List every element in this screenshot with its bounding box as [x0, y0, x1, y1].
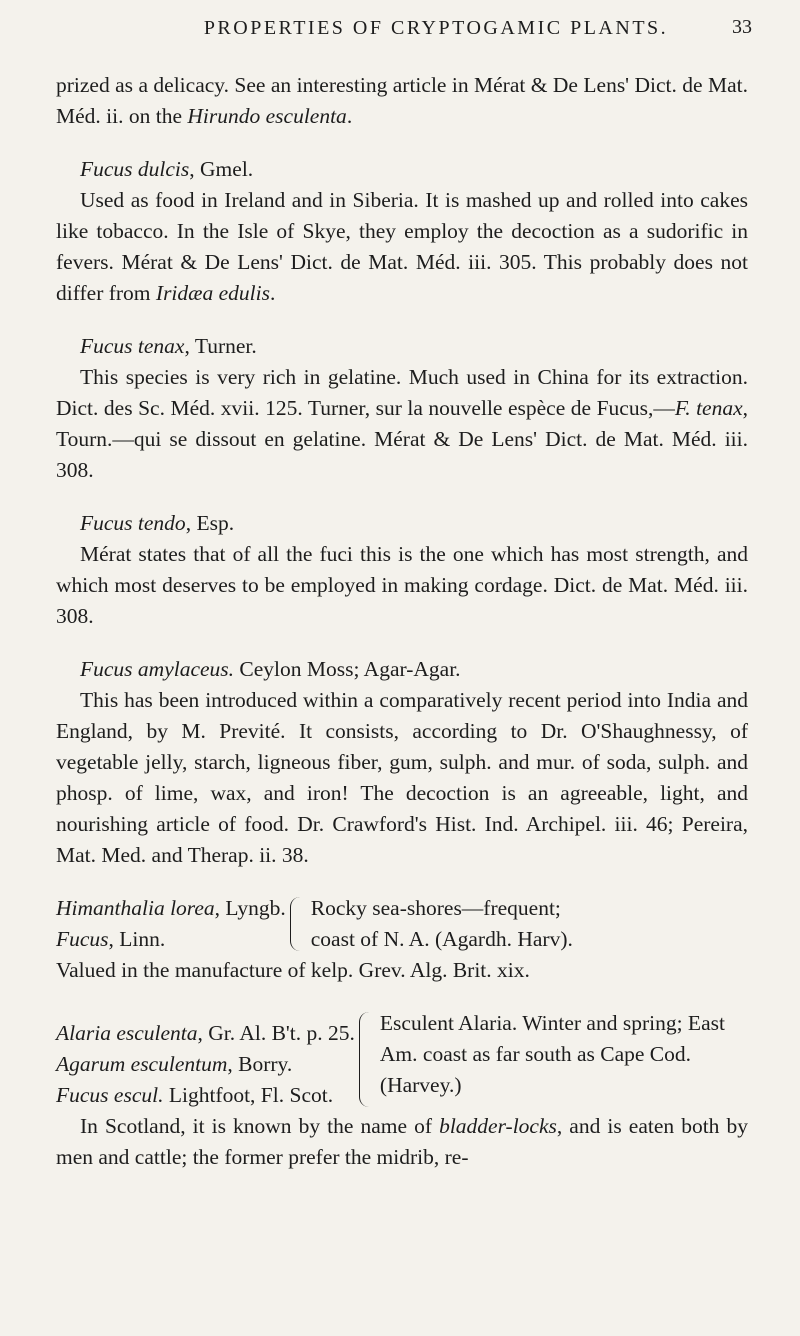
- entry-heading-alaria: [56, 1008, 748, 1111]
- brace-glyph: [290, 897, 305, 951]
- authority: , Turner.: [184, 334, 257, 358]
- intro-italic: Hirundo esculenta: [187, 104, 347, 128]
- authority: , Linn.: [108, 927, 166, 951]
- entry-heading-fucus-tendo: [56, 508, 748, 539]
- entry-heading-fucus-tenax: [56, 331, 748, 362]
- synonym: [56, 1018, 355, 1049]
- species-name: Alaria esculenta: [56, 1021, 198, 1045]
- common-name: Ceylon Moss; Agar-Agar.: [234, 657, 461, 681]
- habitat-line: coast of N. A. (Agardh. Harv).: [310, 927, 573, 951]
- entry-text-himanthalia: Valued in the manufacture of kelp. Grev. Alg. Brit. xix.: [56, 958, 530, 982]
- species-name: Fucus dulcis: [80, 157, 190, 181]
- entry-text-fucus-tenax: [56, 362, 748, 486]
- entry-italic: Iridæa edulis: [155, 281, 270, 305]
- entry-text: In Scotland, it is known by the name of: [80, 1114, 440, 1138]
- species-name: Himanthalia lorea: [56, 896, 215, 920]
- entry-text-end: .: [269, 281, 276, 305]
- species-name: Fucus escul.: [56, 1083, 164, 1107]
- page-body: [56, 70, 748, 1173]
- brace-glyph: [359, 1012, 374, 1107]
- species-name: Fucus tendo: [80, 511, 186, 535]
- entry-text: Used as food in Ireland and in Siberia. It is mashed up and rolled into cakes like tobacco. In the Isle of Skye, they employ the decoction as a sudorific in fevers. Mérat & De Lens' Dict. de Mat. Méd. iii. 305. This probably does not differ from: [56, 188, 748, 305]
- entry-heading-fucus-amylaceus: [56, 654, 748, 685]
- page-number: 33: [732, 16, 752, 38]
- authority: , Esp.: [185, 511, 235, 535]
- entry-heading-fucus-dulcis: [56, 154, 748, 185]
- entry-text: This species is very rich in gelatine. Much used in China for its extraction. Dict. des Sc. Méd. xvii. 125. Turner, sur la nouvelle espèce de Fucus,—: [56, 365, 748, 420]
- species-name: Fucus amylaceus.: [80, 657, 235, 681]
- synonym-list: [56, 1008, 355, 1111]
- intro-paragraph: [56, 70, 748, 132]
- entry-text-fucus-tendo: Mérat states that of all the fuci this is the one which has most strength, and which most deserves to be employed in making cordage. Dict. de Mat. Méd. iii. 308.: [56, 542, 748, 628]
- intro-text: prized as a delicacy. See an interesting article in Mérat & De Lens' Dict. de Mat. Méd. ii. on the: [56, 73, 748, 128]
- intro-text-end: .: [346, 104, 353, 128]
- synonym: [56, 1080, 355, 1111]
- habitat-note: [311, 893, 748, 955]
- species-name: Fucus tenax: [80, 334, 185, 358]
- entry-text-alaria: [56, 1111, 748, 1173]
- synonym-list: [56, 893, 286, 955]
- running-title: PROPERTIES OF CRYPTOGAMIC PLANTS.: [203, 16, 669, 39]
- entry-text-end: , and is eaten both by men and cattle; the former prefer the midrib, re-: [56, 1114, 748, 1169]
- entry-text-fucus-dulcis: [56, 185, 748, 309]
- entry-text-fucus-amylaceus: This has been introduced within a comparatively recent period into India and England, by M. Previté. It consists, according to Dr. O'Shaughnessy, of vegetable jelly, starch, ligneous fiber, gum, sulph. and mur. of soda, sulph. and phosp. of lime, wax, and iron! The decoction is an agreeable, light, and nourishing article of food. Dr. Crawford's Hist. Ind. Archipel. iii. 46; Pereira, Mat. Med. and Therap. ii. 38.: [56, 688, 748, 867]
- entry-text-end: , Tourn.—qui se dissout en gelatine. Mérat & De Lens' Dict. de Mat. Méd. iii. 308.: [56, 396, 749, 482]
- species-name: Agarum esculentum: [56, 1052, 228, 1076]
- authority: Lightfoot, Fl. Scot.: [163, 1083, 334, 1107]
- habitat-note: Esculent Alaria. Winter and spring; East Am. coast as far south as Cape Cod. (Harvey.): [379, 1011, 725, 1097]
- authority: , Lyngb.: [214, 896, 286, 920]
- synonym: [56, 924, 286, 955]
- species-name: Fucus: [56, 927, 109, 951]
- authority: , Borry.: [227, 1052, 293, 1076]
- entry-italic: bladder-locks: [439, 1114, 557, 1138]
- running-header: [120, 8, 752, 48]
- authority: , Gmel.: [189, 157, 254, 181]
- synonym: [56, 893, 286, 924]
- habitat-line: Rocky sea-shores—frequent;: [310, 896, 561, 920]
- synonym: [56, 1049, 355, 1080]
- authority: , Gr. Al. B't. p. 25.: [197, 1021, 355, 1045]
- entry-italic: F. tenax: [674, 396, 743, 420]
- entry-heading-himanthalia: [56, 893, 748, 955]
